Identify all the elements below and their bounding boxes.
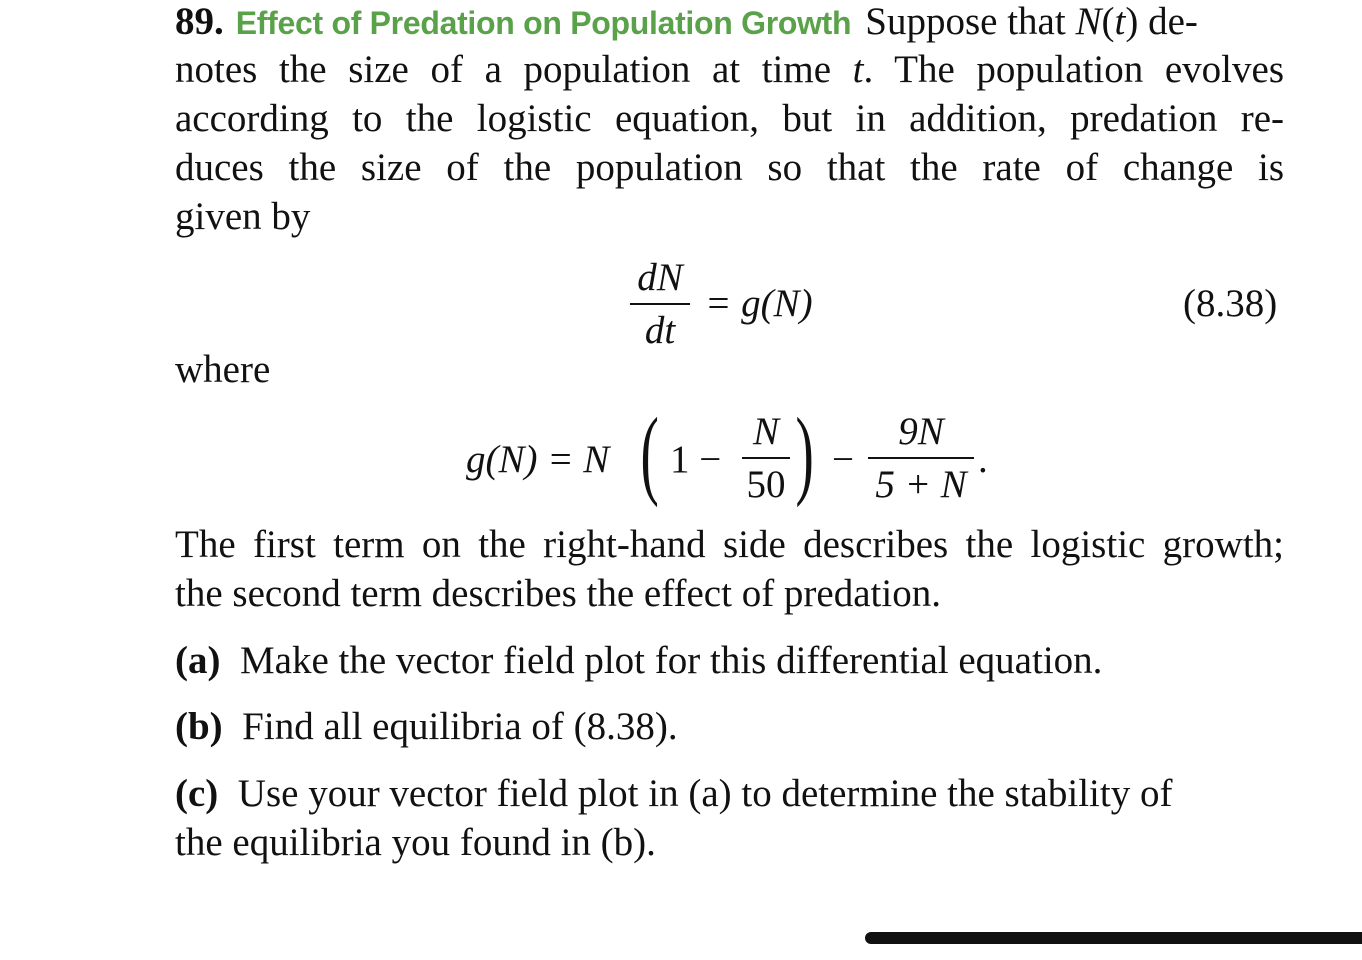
home-indicator-bar[interactable]: [865, 932, 1362, 944]
part-c: [175, 774, 1284, 813]
fraction-numerator: dN: [637, 256, 683, 299]
9n-over-5-plus-n-fraction: [868, 412, 974, 504]
fraction-bar: [742, 457, 790, 459]
minus-sign: −: [832, 438, 854, 481]
problem-number: 89.: [175, 0, 224, 43]
math-N: N: [1075, 0, 1102, 43]
math-t: t: [852, 48, 864, 91]
problem-line-5: given by: [175, 195, 311, 238]
where-text: where: [175, 348, 271, 391]
paragraph-2-line-1: The first term on the right-hand side describes the logistic growth;: [175, 523, 1284, 566]
fraction-numerator: N: [752, 410, 779, 453]
part-text: Use your vector field plot in (a) to determine the stability of: [237, 772, 1173, 815]
problem-line-3: according to the logistic equation, but in addition, predation re-: [175, 97, 1284, 140]
fraction-denominator: 50: [746, 463, 786, 506]
fraction-denominator: 5 + N: [875, 463, 967, 506]
fraction-bar: [630, 303, 690, 305]
part-label: (a): [175, 639, 221, 682]
n-over-50-fraction: [742, 412, 790, 504]
problem-line-1: 89. Effect of Predation on Population Growth Suppose that N(t) de-: [175, 0, 1198, 43]
equation-dn-dt-fraction: [630, 258, 690, 350]
text-fragment: . The population evolves: [863, 48, 1284, 91]
problem-title: Effect of Predation on Population Growth: [235, 5, 852, 41]
right-paren: ): [795, 397, 814, 508]
paragraph-2-line-2: the second term describes the effect of predation.: [175, 572, 941, 615]
math-t: t: [1114, 0, 1126, 43]
equation-period: .: [978, 438, 988, 481]
text-fragment: Suppose that: [865, 0, 1076, 43]
part-label: (c): [175, 772, 219, 815]
part-text: Find all equilibria of (8.38).: [242, 705, 678, 748]
part-text: Make the vector field plot for this differential equation.: [239, 639, 1103, 682]
fraction-denominator: dt: [644, 309, 676, 352]
part-label: (b): [175, 705, 223, 748]
equation-label: (8.38): [1183, 282, 1278, 325]
part-b: [175, 707, 1284, 746]
fraction-numerator: 9N: [898, 410, 944, 453]
fraction-bar: [868, 457, 974, 459]
problem-line-4: duces the size of the population so that the rate of change is: [175, 146, 1284, 189]
text-fragment: notes the size of a population at time: [175, 48, 853, 91]
g-of-n-lhs: g(N) = N: [466, 438, 610, 481]
problem-line-2: [175, 50, 1284, 89]
part-c-continuation: the equilibria you found in (b).: [175, 821, 656, 864]
part-a: [175, 641, 1284, 680]
text-fragment: de-: [1138, 0, 1198, 43]
left-paren: (: [640, 397, 659, 508]
equation-rhs: = g(N): [705, 282, 813, 325]
one-minus: 1 −: [670, 438, 722, 481]
